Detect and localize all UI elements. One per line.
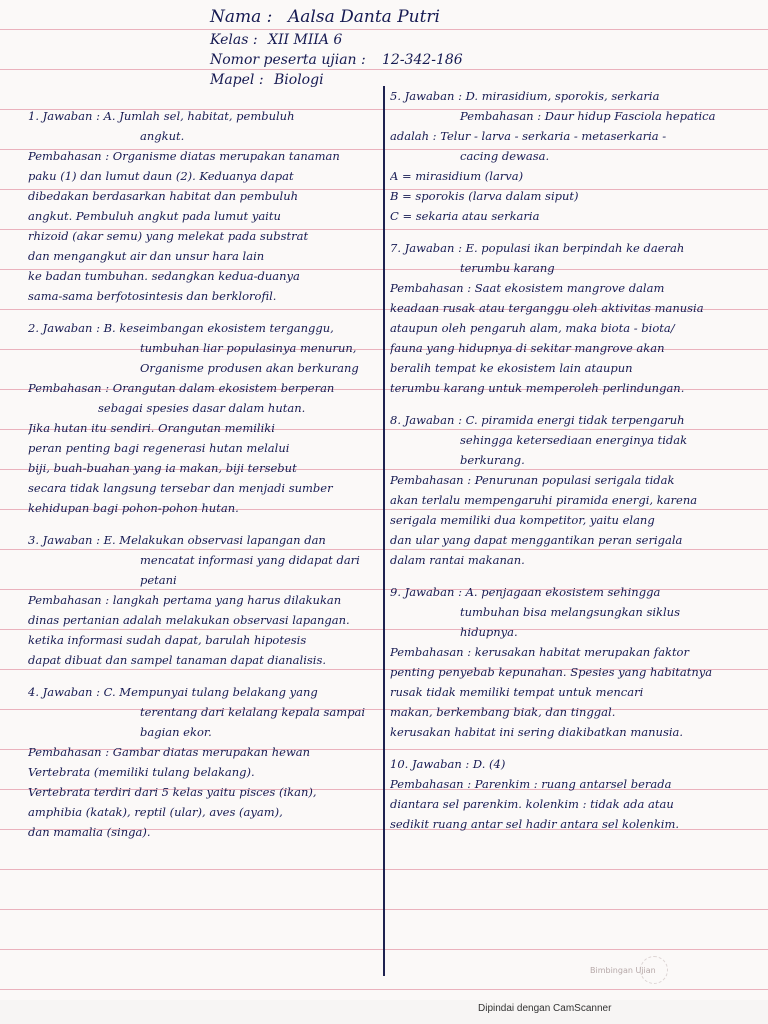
- answer-line: Jika hutan itu sendiri. Orangutan memiliki: [28, 421, 275, 435]
- answer-line: terumbu karang: [460, 261, 555, 275]
- answer-line: 9. Jawaban : A. penjagaan ekosistem sehingga: [390, 585, 661, 599]
- block-gap: [28, 518, 380, 530]
- answer-line: tumbuhan liar populasinya menurun,: [140, 341, 357, 355]
- answer-line: serigala memiliki dua kompetitor, yaitu elang: [390, 513, 655, 527]
- answer-line: Pembahasan : Daur hidup Fasciola hepatica: [460, 109, 716, 123]
- answer-line: dalam rantai makanan.: [390, 553, 525, 567]
- answer-line: dibedakan berdasarkan habitat dan pembuluh: [28, 189, 299, 203]
- answer-line: diantara sel parenkim. kolenkim : tidak ada atau: [390, 797, 674, 811]
- answer-line: B = sporokis (larva dalam siput): [390, 189, 579, 203]
- faint-signature: Bimbingan Ujian: [590, 966, 656, 975]
- right-answer-block: [390, 86, 740, 226]
- answer-line: terumbu karang untuk memperoleh perlindungan.: [390, 381, 685, 395]
- left-answer-block: [28, 318, 380, 518]
- kelas-row: [210, 30, 710, 50]
- answer-line: terentang dari kelalang kepala sampai: [140, 705, 366, 719]
- nama-label: Nama :: [210, 7, 273, 27]
- answer-line: sehingga ketersediaan energinya tidak: [460, 433, 688, 447]
- answer-line: Vertebrata terdiri dari 5 kelas yaitu pisces (ikan),: [28, 785, 317, 799]
- answer-line: mencatat informasi yang didapat dari: [140, 553, 360, 567]
- answer-line: 2. Jawaban : B. keseimbangan ekosistem terganggu,: [28, 321, 334, 335]
- answer-line: adalah : Telur - larva - serkaria - metaserkaria -: [390, 129, 667, 143]
- answer-line: hidupnya.: [460, 625, 518, 639]
- left-answer-block: [28, 530, 380, 670]
- answer-line: berkurang.: [460, 453, 525, 467]
- answer-line: secara tidak langsung tersebar dan menjadi sumber: [28, 481, 333, 495]
- kelas-value: XII MIIA 6: [268, 32, 343, 48]
- answer-line: makan, berkembang biak, dan tinggal.: [390, 705, 616, 719]
- mapel-value: Biologi: [274, 72, 324, 88]
- answer-line: keadaan rusak atau terganggu oleh aktivitas manusia: [390, 301, 704, 315]
- answer-line: 7. Jawaban : E. populasi ikan berpindah ke daerah: [390, 241, 685, 255]
- answer-line: sama-sama berfotosintesis dan berklorofil.: [28, 289, 277, 303]
- answer-line: ke badan tumbuhan. sedangkan kedua-duanya: [28, 269, 300, 283]
- answer-line: rusak tidak memiliki tempat untuk mencari: [390, 685, 644, 699]
- answer-line: 4. Jawaban : C. Mempunyai tulang belakang yang: [28, 685, 318, 699]
- answer-line: penting penyebab kepunahan. Spesies yang habitatnya: [390, 665, 713, 679]
- nama-row: [210, 4, 710, 30]
- answer-line: paku (1) dan lumut daun (2). Keduanya dapat: [28, 169, 294, 183]
- answer-line: cacing dewasa.: [460, 149, 550, 163]
- answer-line: dan ular yang dapat menggantikan peran serigala: [390, 533, 683, 547]
- answer-line: akan terlalu mempengaruhi piramida energi, karena: [390, 493, 698, 507]
- answer-line: C = sekaria atau serkaria: [390, 209, 540, 223]
- left-column: [28, 106, 380, 842]
- answer-line: Vertebrata (memiliki tulang belakang).: [28, 765, 255, 779]
- answer-line: kehidupan bagi pohon-pohon hutan.: [28, 501, 239, 515]
- answer-line: Pembahasan : Gambar diatas merupakan hewan: [28, 745, 311, 759]
- answer-line: Pembahasan : Saat ekosistem mangrove dalam: [390, 281, 665, 295]
- nomor-value: 12-342-186: [382, 52, 463, 68]
- answer-line: 8. Jawaban : C. piramida energi tidak terpengaruh: [390, 413, 685, 427]
- right-answer-block: [390, 754, 740, 834]
- answer-line: Pembahasan : langkah pertama yang harus dilakukan: [28, 593, 342, 607]
- answer-line: 1. Jawaban : A. Jumlah sel, habitat, pembuluh: [28, 109, 295, 123]
- kelas-label: Kelas :: [210, 32, 258, 48]
- answer-line: kerusakan habitat ini sering diakibatkan manusia.: [390, 725, 684, 739]
- answer-line: petani: [140, 573, 177, 587]
- answer-line: dinas pertanian adalah melakukan observasi lapangan.: [28, 613, 350, 627]
- answer-line: peran penting bagi regenerasi hutan melalui: [28, 441, 290, 455]
- block-gap: [390, 398, 740, 410]
- block-gap: [390, 742, 740, 754]
- block-gap: [28, 670, 380, 682]
- nomor-label: Nomor peserta ujian :: [210, 52, 366, 68]
- answer-line: dan mengangkut air dan unsur hara lain: [28, 249, 265, 263]
- answer-line: Pembahasan : Orangutan dalam ekosistem berperan: [28, 381, 335, 395]
- answer-line: dapat dibuat dan sampel tanaman dapat dianalisis.: [28, 653, 327, 667]
- block-gap: [390, 570, 740, 582]
- answer-line: fauna yang hidupnya di sekitar mangrove akan: [390, 341, 665, 355]
- answer-line: angkut.: [140, 129, 185, 143]
- answer-line: amphibia (katak), reptil (ular), aves (ayam),: [28, 805, 283, 819]
- block-gap: [390, 226, 740, 238]
- answer-line: 5. Jawaban : D. mirasidium, sporokis, serkaria: [390, 89, 660, 103]
- answer-line: 10. Jawaban : D. (4): [390, 757, 506, 771]
- left-answer-block: [28, 106, 380, 306]
- header: [210, 4, 710, 90]
- right-answer-block: [390, 582, 740, 742]
- nomor-row: [210, 50, 710, 70]
- block-gap: [28, 306, 380, 318]
- answer-line: A = mirasidium (larva): [390, 169, 524, 183]
- answer-line: ketika informasi sudah dapat, barulah hipotesis: [28, 633, 307, 647]
- answer-line: ataupun oleh pengaruh alam, maka biota - biota/: [390, 321, 675, 335]
- answer-line: Organisme produsen akan berkurang: [140, 361, 359, 375]
- answer-line: angkut. Pembuluh angkut pada lumut yaitu: [28, 209, 281, 223]
- answer-line: bagian ekor.: [140, 725, 212, 739]
- mapel-label: Mapel :: [210, 72, 264, 88]
- scanner-watermark: Dipindai dengan CamScanner: [478, 1003, 612, 1014]
- answer-line: sebagai spesies dasar dalam hutan.: [98, 401, 306, 415]
- answer-line: Pembahasan : Penurunan populasi serigala tidak: [390, 473, 675, 487]
- answer-line: rhizoid (akar semu) yang melekat pada substrat: [28, 229, 309, 243]
- answer-line: tumbuhan bisa melangsungkan siklus: [460, 605, 680, 619]
- answer-line: 3. Jawaban : E. Melakukan observasi lapangan dan: [28, 533, 326, 547]
- answer-line: dan mamalia (singa).: [28, 825, 151, 839]
- right-column: [390, 86, 740, 834]
- right-answer-block: [390, 410, 740, 570]
- answer-line: Pembahasan : kerusakan habitat merupakan faktor: [390, 645, 689, 659]
- nama-value: Aalsa Danta Putri: [288, 7, 440, 27]
- answer-line: sedikit ruang antar sel hadir antara sel kolenkim.: [390, 817, 680, 831]
- answer-line: beralih tempat ke ekosistem lain ataupun: [390, 361, 633, 375]
- answer-line: Pembahasan : Organisme diatas merupakan tanaman: [28, 149, 340, 163]
- answer-line: biji, buah-buahan yang ia makan, biji tersebut: [28, 461, 297, 475]
- answer-line: Pembahasan : Parenkim : ruang antarsel berada: [390, 777, 672, 791]
- left-answer-block: [28, 682, 380, 842]
- center-divider: [383, 86, 385, 976]
- right-answer-block: [390, 238, 740, 398]
